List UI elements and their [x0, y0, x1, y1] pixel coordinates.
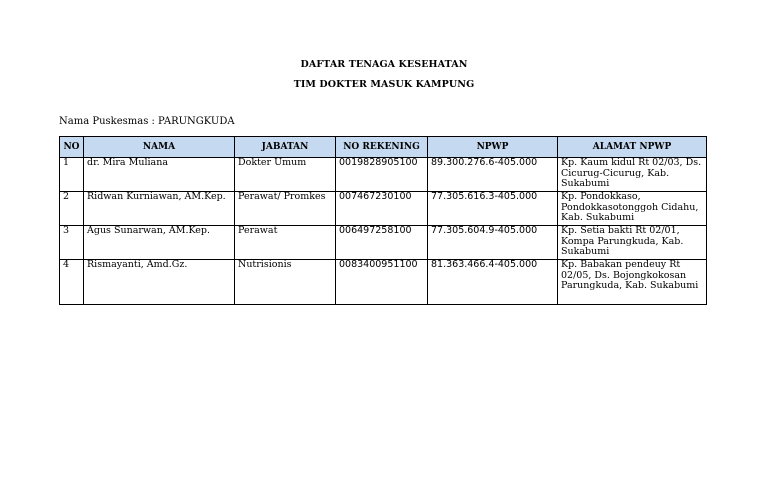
table-row: [60, 260, 707, 305]
cell-alamat: Kp. Kaum kidul Rt 02/03, Ds. Cicurug-Cicurug, Kab. Sukabumi: [558, 158, 707, 192]
header-nama: NAMA: [84, 137, 235, 158]
cell-jabatan: Perawat: [235, 226, 336, 260]
document-title: DAFTAR TENAGA KESEHATAN: [300, 59, 468, 70]
header-alamat: ALAMAT NPWP: [558, 137, 707, 158]
cell-npwp: 77.305.616.3-405.000: [428, 192, 558, 226]
table-row: [60, 192, 707, 226]
cell-no: 1: [60, 158, 84, 192]
cell-jabatan: Nutrisionis: [235, 260, 336, 305]
table-row: [60, 158, 707, 192]
cell-no: 3: [60, 226, 84, 260]
cell-rekening: 006497258100: [336, 226, 428, 260]
cell-nama: dr. Mira Muliana: [84, 158, 235, 192]
header-no: NO: [60, 137, 84, 158]
document-subtitle: TIM DOKTER MASUK KAMPUNG: [293, 79, 475, 90]
header-jabatan: JABATAN: [235, 137, 336, 158]
staff-table: [59, 136, 707, 305]
cell-alamat: Kp. Setia bakti Rt 02/01, Kompa Parungkuda, Kab. Sukabumi: [558, 226, 707, 260]
cell-no: 2: [60, 192, 84, 226]
cell-rekening: 0083400951100: [336, 260, 428, 305]
cell-npwp: 81.363.466.4-405.000: [428, 260, 558, 305]
cell-alamat: Kp. Babakan pendeuy Rt 02/05, Ds. Bojongkokosan Parungkuda, Kab. Sukabumi: [558, 260, 707, 305]
cell-nama: Ridwan Kurniawan, AM.Kep.: [84, 192, 235, 226]
cell-nama: Rismayanti, Amd.Gz.: [84, 260, 235, 305]
cell-rekening: 007467230100: [336, 192, 428, 226]
cell-rekening: 0019828905100: [336, 158, 428, 192]
cell-alamat: Kp. Pondokkaso, Pondokkasotonggoh Cidahu, Kab. Sukabumi: [558, 192, 707, 226]
table-header-row: [60, 137, 707, 158]
cell-jabatan: Dokter Umum: [235, 158, 336, 192]
cell-npwp: 89.300.276.6-405.000: [428, 158, 558, 192]
cell-npwp: 77.305.604.9-405.000: [428, 226, 558, 260]
cell-nama: Agus Sunarwan, AM.Kep.: [84, 226, 235, 260]
header-npwp: NPWP: [428, 137, 558, 158]
cell-no: 4: [60, 260, 84, 305]
puskesmas-name: Nama Puskesmas : PARUNGKUDA: [59, 116, 235, 127]
header-rekening: NO REKENING: [336, 137, 428, 158]
cell-jabatan: Perawat/ Promkes: [235, 192, 336, 226]
table-row: [60, 226, 707, 260]
